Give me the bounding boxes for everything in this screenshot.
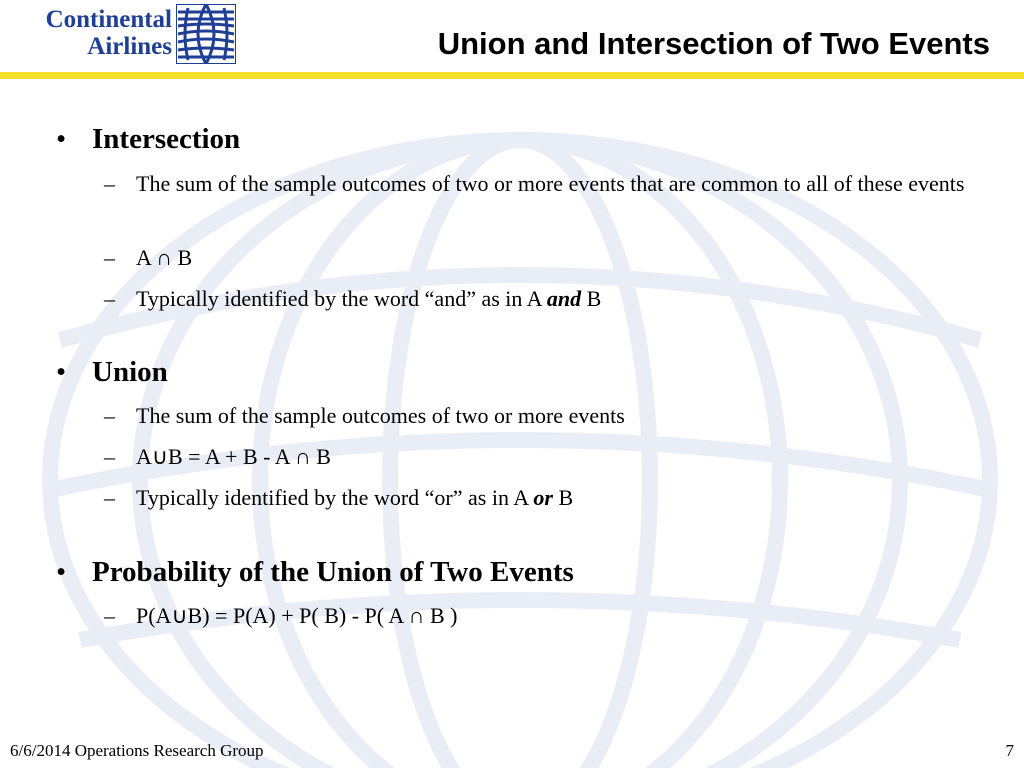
bullet-dot: • [56, 356, 67, 388]
keyword-and: and [546, 286, 582, 311]
heading-union: Union [92, 356, 168, 388]
title-divider [0, 72, 1024, 79]
bullet-dot: • [56, 123, 67, 155]
bullet-intersection [56, 122, 240, 156]
bullet-dot: • [56, 556, 67, 588]
heading-intersection: Intersection [92, 123, 241, 155]
intersection-keyword: – Typically identified by the word “and” as in A and B [104, 286, 602, 311]
intersection-notation: – A ∩ B [104, 245, 193, 270]
bullet-probability [56, 555, 574, 589]
slide-title: Union and Intersection of Two Events [437, 26, 990, 61]
probability-formula: – P(A∪B) = P(A) + P( B) - P( A ∩ B ) [104, 603, 458, 628]
bullet-union [56, 355, 168, 389]
union-definition: – The sum of the sample outcomes of two or more events [104, 403, 625, 428]
heading-probability: Probability of the Union of Two Events [92, 556, 574, 588]
logo-line-1: Continental [45, 6, 172, 33]
footer-date-group: 6/6/2014 Operations Research Group [10, 741, 264, 760]
union-notation: – A∪B = A + B - A ∩ B [104, 444, 331, 469]
globe-icon [176, 4, 236, 64]
logo-line-2: Airlines [87, 33, 172, 60]
page-number: 7 [1005, 741, 1014, 760]
union-keyword: – Typically identified by the word “or” as in A or B [104, 485, 574, 510]
keyword-or: or [533, 485, 553, 510]
intersection-definition: – The sum of the sample outcomes of two or more events that are common to all of these events [104, 171, 965, 196]
